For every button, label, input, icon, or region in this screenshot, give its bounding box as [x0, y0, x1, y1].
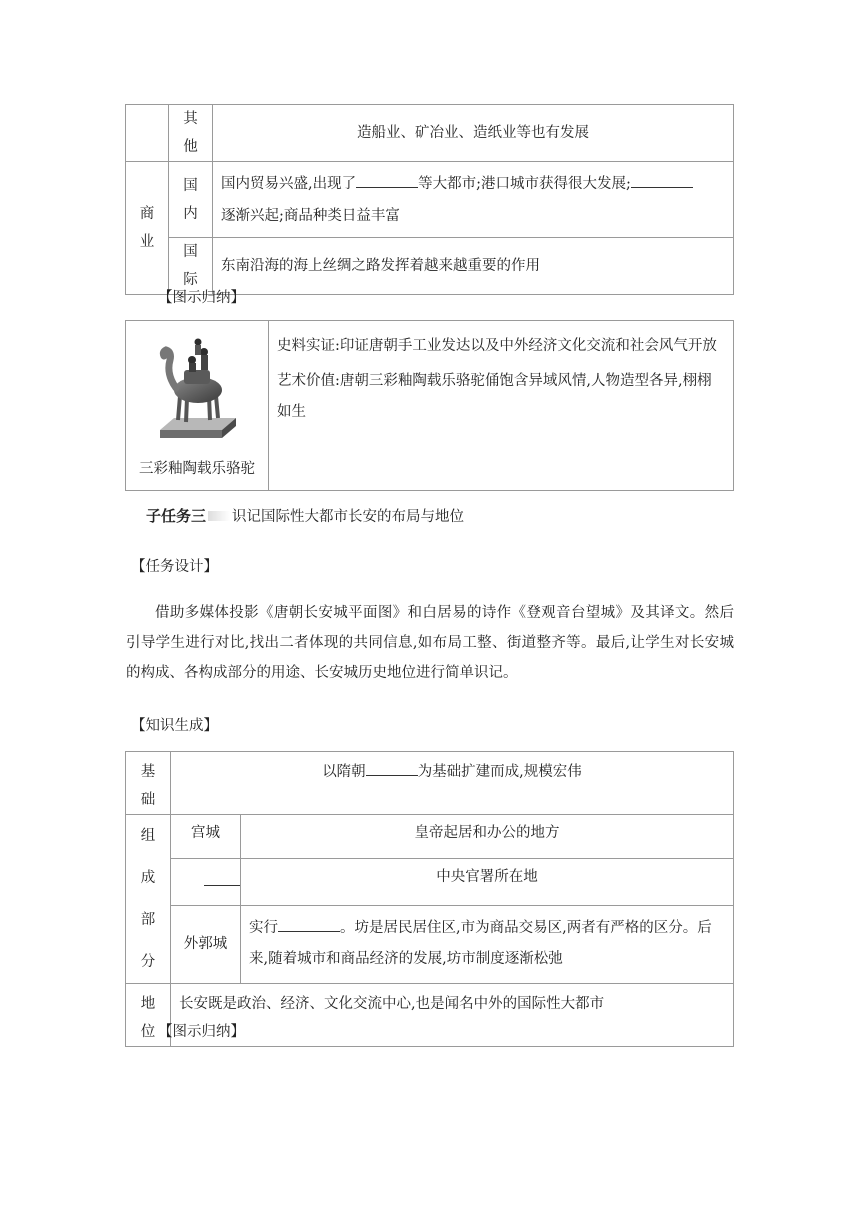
section-heading-diagram-2: 【图示归纳】: [158, 1024, 245, 1040]
evidence-text: 史料实证:印证唐朝手工业发达以及中外经济文化交流和社会风气开放: [277, 338, 717, 354]
section-heading-design: 【任务设计】: [131, 559, 218, 575]
art-value-text: 艺术价值:唐朝三彩釉陶载乐骆驼俑饱含异域风情,人物造型各异,栩栩如生: [277, 373, 712, 420]
subtask-label: 子任务三: [146, 507, 207, 525]
domestic-text: 国内贸易兴盛,出现了 等大都市;港口城市获得很大发展; 逐渐兴起;商品种类日益丰富: [213, 162, 734, 238]
composition-label: 组成 部分: [126, 815, 171, 984]
economy-table: [125, 104, 734, 295]
subtask-heading: [146, 505, 464, 528]
imperial-city-text: 中央官署所在地: [241, 859, 734, 905]
figure-table: [125, 320, 734, 491]
basis-text: 以隋朝 为基础扩建而成,规模宏伟: [171, 752, 734, 815]
status-label: 地位: [126, 984, 171, 1047]
figure-cell: [126, 321, 269, 491]
section-heading-knowledge: 【知识生成】: [131, 718, 218, 734]
domestic-label: 国内: [169, 162, 213, 238]
status-text: 长安既是政治、经济、文化交流中心,也是闻名中外的国际性大都市: [171, 984, 734, 1047]
fill-blank[interactable]: [278, 915, 340, 932]
fill-blank[interactable]: [631, 171, 693, 188]
design-paragraph: 借助多媒体投影《唐朝长安城平面图》和白居易的诗作《登观音台望城》及其译文。然后引导学生进行对比,找出二者体现的共同信息,如布局工整、街道整齐等。最后,让学生对长安城的构成、各构成部分的用途、长安城历史地位进行简单识记。: [126, 605, 734, 681]
figure-notes: [269, 321, 734, 491]
section-heading-diagram: 【图示归纳】: [158, 290, 245, 306]
palace-text: 皇帝起居和办公的地方: [241, 815, 734, 859]
outer-city-label: 外郭城: [171, 905, 241, 983]
international-label: 国际: [169, 238, 213, 295]
fill-blank[interactable]: [204, 869, 240, 886]
basis-label: 基础: [126, 752, 171, 815]
other-text: 造船业、矿冶业、造纸业等也有发展: [213, 105, 734, 162]
fill-blank[interactable]: [366, 759, 418, 776]
banner-tail-decoration: [208, 511, 230, 521]
other-label: 其他: [169, 105, 213, 162]
changan-table: [125, 751, 734, 1047]
imperial-city-label-blank: [171, 859, 241, 905]
tri-color-camel-figurine-image: [152, 334, 242, 444]
figure-caption: 三彩釉陶载乐骆驼: [139, 460, 255, 477]
fill-blank[interactable]: [356, 171, 418, 188]
palace-label: 宫城: [171, 815, 241, 859]
subtask-title: 识记国际性大都市长安的布局与地位: [232, 509, 465, 525]
empty-category-cell: [126, 105, 169, 162]
commerce-label: 商业: [126, 162, 169, 295]
international-text: 东南沿海的海上丝绸之路发挥着越来越重要的作用: [213, 238, 734, 295]
outer-city-text: 实行 。坊是居民居住区,市为商品交易区,两者有严格的区分。后来,随着城市和商品经济的发展,坊市制度逐渐松弛: [241, 905, 734, 983]
